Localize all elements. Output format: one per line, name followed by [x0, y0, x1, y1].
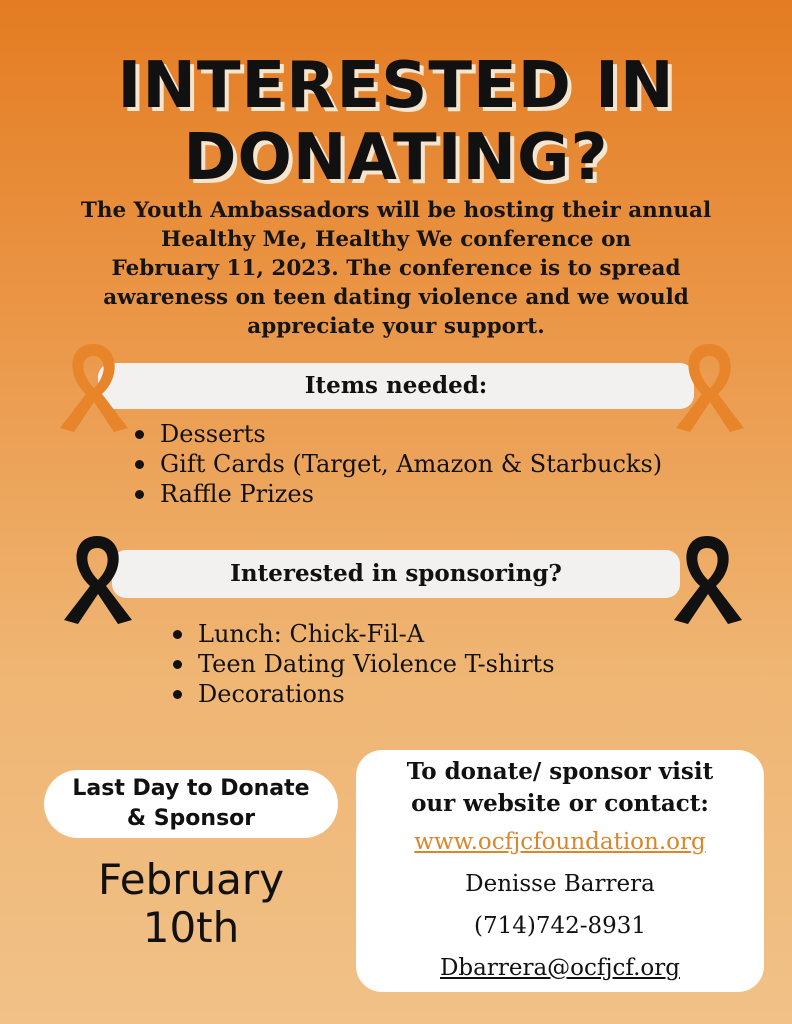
- contact-name: Denisse Barrera: [465, 871, 655, 897]
- orange-awareness-ribbon-icon: [664, 336, 754, 436]
- intro-line: appreciate your support.: [247, 314, 545, 339]
- contact-phone: (714)742-8931: [473, 913, 647, 939]
- intro-line: Healthy Me, Healthy We conference on: [160, 227, 632, 252]
- items-needed-list: [132, 419, 662, 509]
- contact-email-link[interactable]: Dbarrera@ocfjcf.org: [439, 955, 680, 981]
- black-awareness-ribbon-icon: [52, 528, 142, 628]
- sponsoring-list: [170, 619, 555, 709]
- contact-heading: [356, 756, 764, 820]
- sponsoring-banner: Interested in sponsoring?: [112, 550, 680, 598]
- intro-paragraph: [30, 196, 762, 341]
- deadline-date-month: February: [97, 855, 285, 904]
- last-day-badge: [44, 770, 338, 838]
- list-item: Desserts: [132, 419, 662, 449]
- list-item: Teen Dating Violence T-shirts: [170, 649, 555, 679]
- last-day-label-line: & Sponsor: [126, 806, 256, 831]
- intro-line: awareness on teen dating violence and we would: [103, 285, 689, 310]
- website-link[interactable]: www.ocfjcfoundation.org: [414, 829, 706, 855]
- headline-line-2: DONATING?: [183, 121, 609, 195]
- list-item: Lunch: Chick-Fil-A: [170, 619, 555, 649]
- list-item: Gift Cards (Target, Amazon & Starbucks): [132, 449, 662, 479]
- contact-box: [356, 750, 764, 992]
- deadline-date-day: 10th: [142, 903, 240, 952]
- headline-line-1: INTERESTED IN: [117, 49, 675, 123]
- orange-awareness-ribbon-icon: [48, 336, 138, 436]
- items-needed-banner: Items needed:: [98, 363, 694, 409]
- intro-line: The Youth Ambassadors will be hosting their annual: [80, 198, 712, 223]
- list-item: Raffle Prizes: [132, 479, 662, 509]
- intro-line: February 11, 2023. The conference is to spread: [111, 256, 681, 281]
- black-awareness-ribbon-icon: [662, 528, 752, 628]
- list-item: Decorations: [170, 679, 555, 709]
- last-day-label-line: Last Day to Donate: [72, 776, 310, 801]
- contact-heading-line: To donate/ sponsor visit: [406, 758, 714, 785]
- contact-heading-line: our website or contact:: [411, 790, 709, 817]
